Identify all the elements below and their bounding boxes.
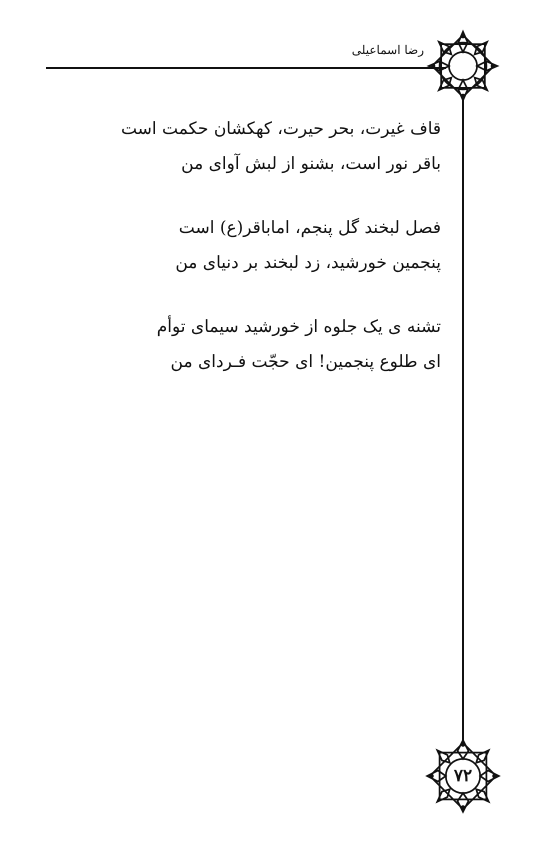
verse-line: باقر نور است، بشنو از لبش آوای من xyxy=(181,154,441,174)
star-rosette-icon xyxy=(424,27,502,105)
stanza-1 xyxy=(101,112,441,182)
header-rule xyxy=(46,67,446,69)
running-head: رضا اسماعیلی xyxy=(351,43,424,57)
stanza-2 xyxy=(101,211,441,281)
verse-line: قاف غیرت، بحر حیرت، کهکشان حکمت است xyxy=(120,119,441,139)
verse-line: تشنه ی یک جلوه از خورشید سیمای توأم xyxy=(156,317,441,337)
verse-line: پنجمین خورشید، زد لبخند بر دنیای من xyxy=(175,253,441,273)
stanza-3 xyxy=(101,310,441,380)
margin-rule xyxy=(462,100,464,745)
poem xyxy=(101,112,441,409)
verse-line: ای طلوع پنجمین! ای حجّت فـردای من xyxy=(170,352,441,372)
verse-line: فصل لبخند گل پنجم، اماباقر(ع) است xyxy=(178,218,441,238)
page-number: ۷۲ xyxy=(453,766,473,786)
